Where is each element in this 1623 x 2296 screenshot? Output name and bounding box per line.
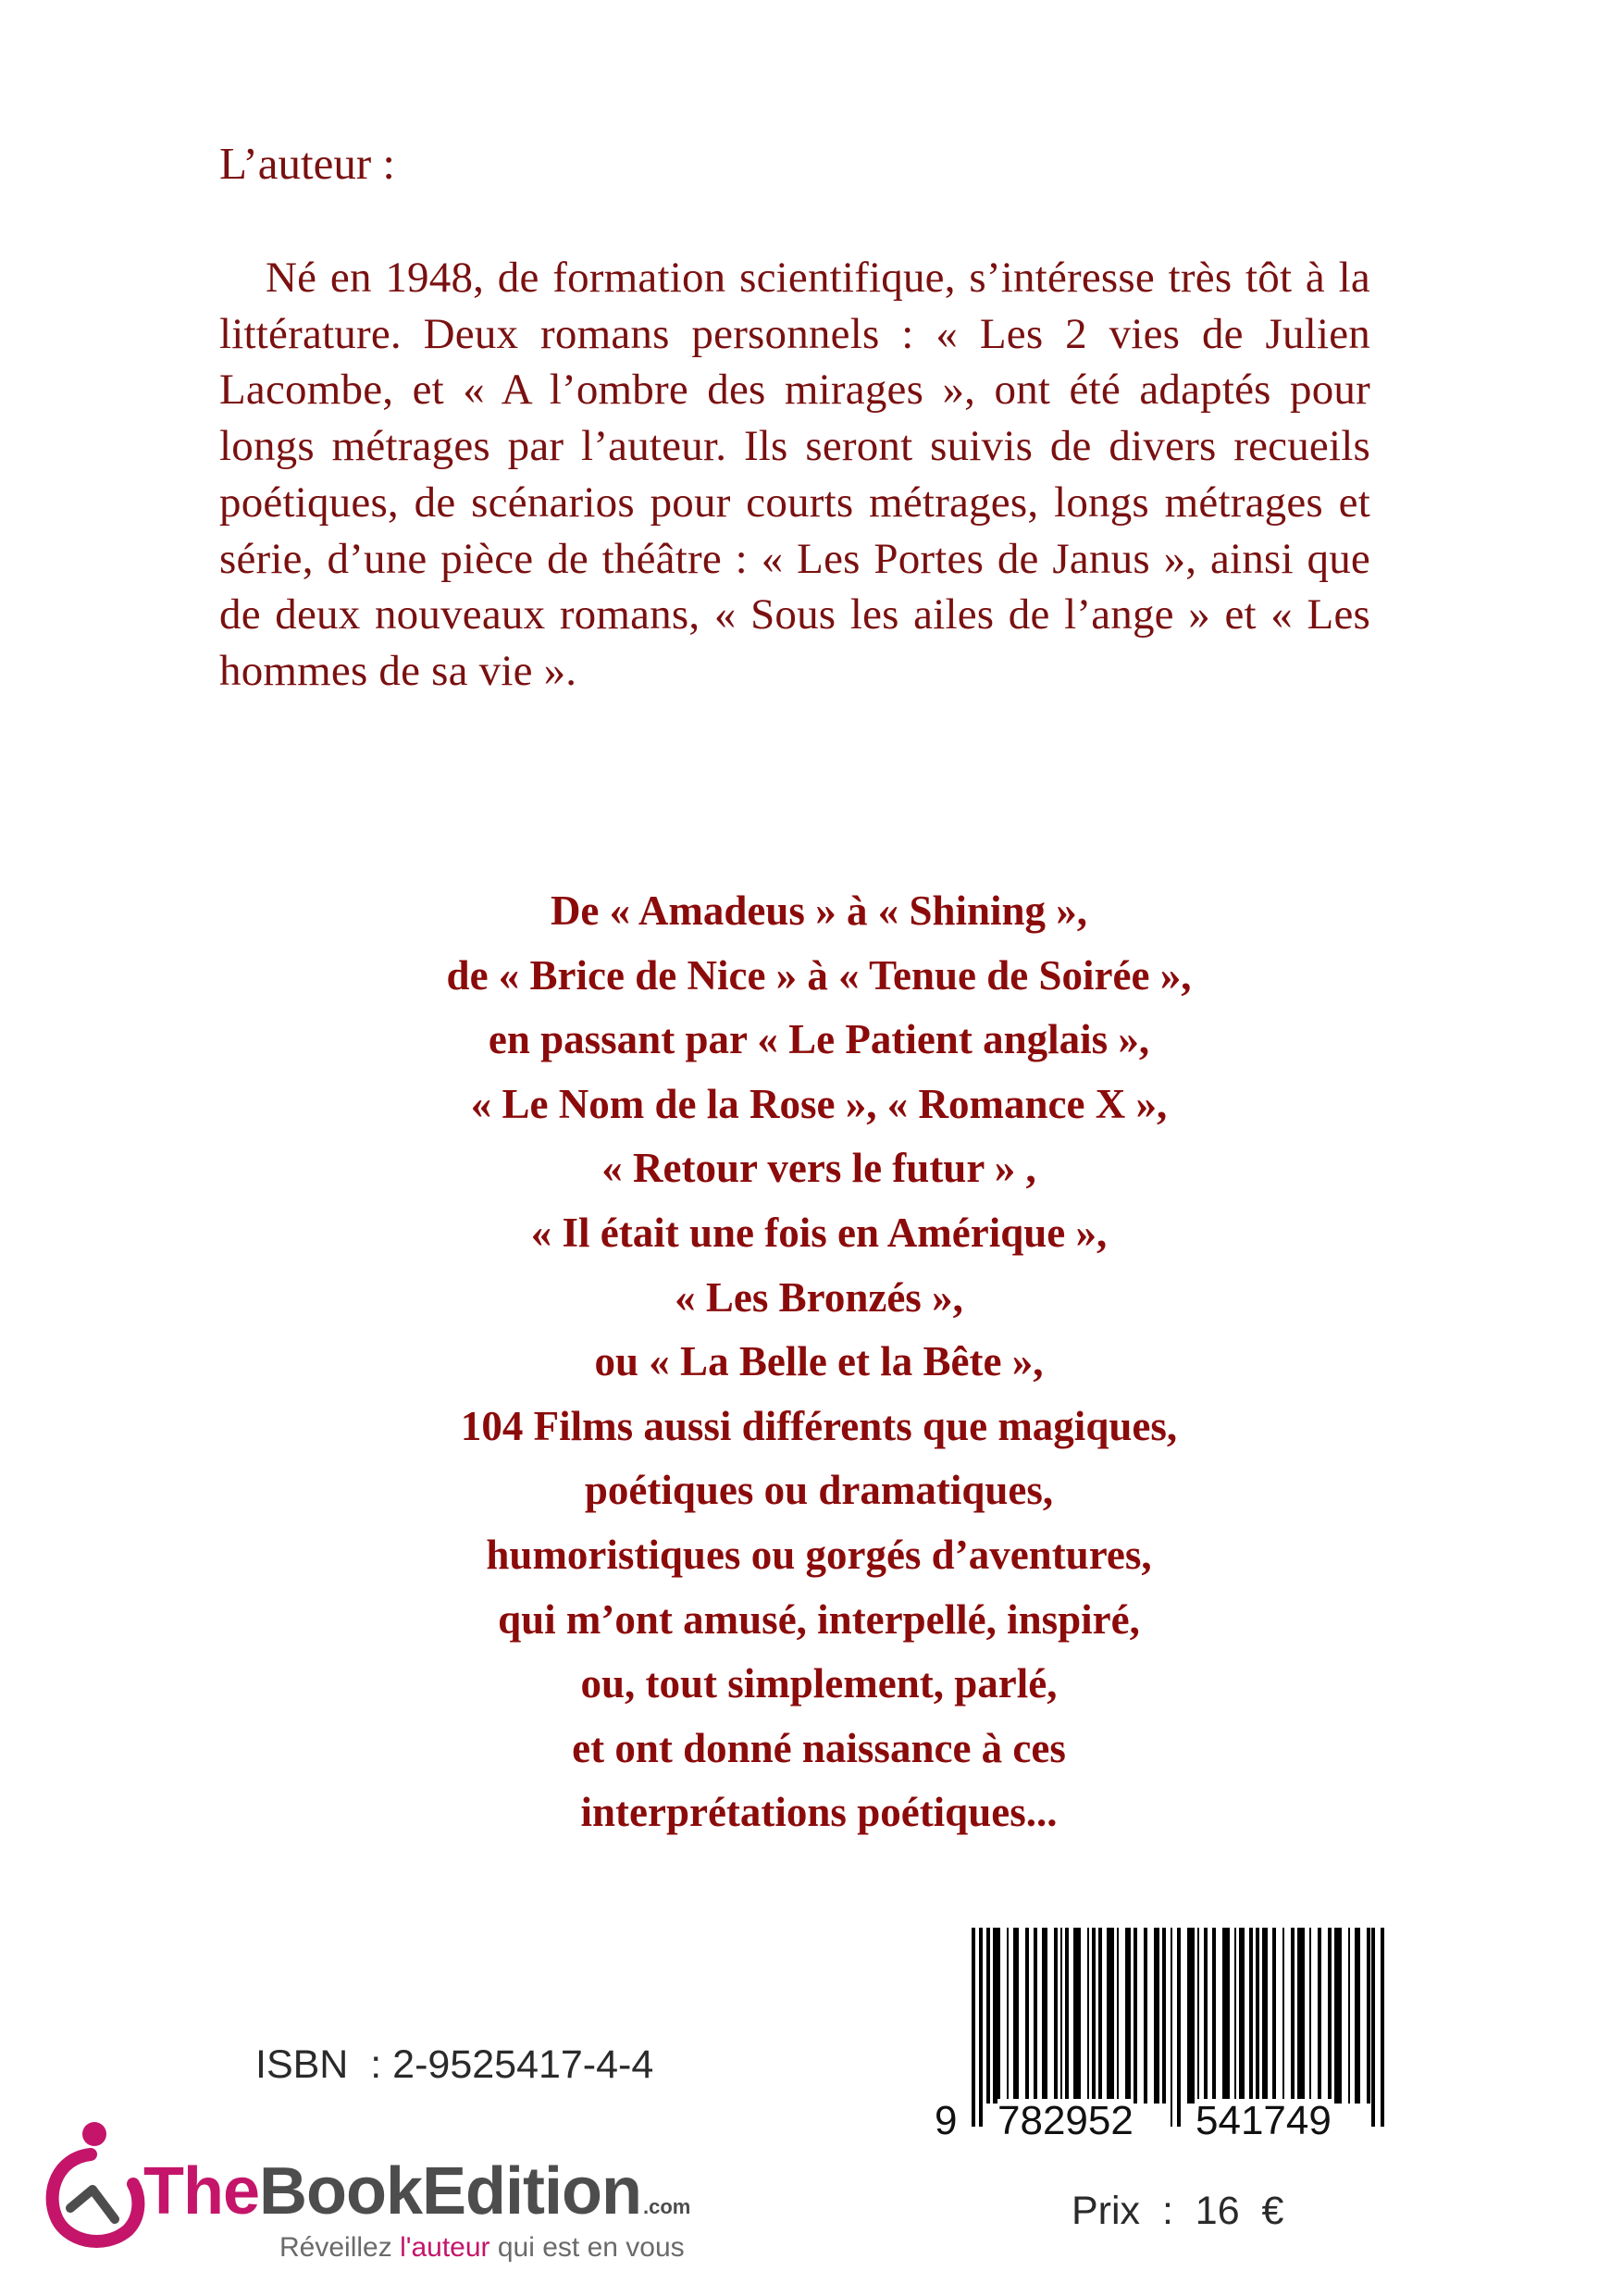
tagline-after: qui est en vous xyxy=(489,2232,685,2263)
publisher-wordmark xyxy=(143,2154,691,2228)
films-line: ou, tout simplement, parlé, xyxy=(580,1660,1058,1707)
barcode-digits xyxy=(935,2099,1388,2143)
films-line: ou « La Belle et la Bête », xyxy=(594,1338,1044,1385)
publisher-name-the: The xyxy=(143,2154,260,2228)
barcode-left-group: 782952 xyxy=(997,2098,1134,2143)
films-line: humoristiques ou gorgés d’aventures, xyxy=(486,1531,1152,1578)
films-line: interprétations poétiques... xyxy=(580,1789,1058,1836)
isbn-label: ISBN xyxy=(255,2042,349,2087)
barcode-right-group: 541749 xyxy=(1196,2098,1332,2143)
author-heading: L’auteur : xyxy=(219,138,396,189)
films-line: poétiques ou dramatiques, xyxy=(584,1467,1054,1514)
films-line: qui m’ont amusé, interpellé, inspiré, xyxy=(498,1595,1140,1643)
price xyxy=(1072,2191,1283,2231)
films-line: et ont donné naissance à ces xyxy=(572,1724,1066,1771)
films-line: « Les Bronzés », xyxy=(675,1273,963,1321)
films-line: de « Brice de Nice » à « Tenue de Soirée », xyxy=(446,951,1192,999)
publisher-person-icon xyxy=(37,2119,148,2258)
isbn xyxy=(255,2042,654,2087)
isbn-value: : 2-9525417-4-4 xyxy=(370,2042,654,2087)
barcode-lead-digit: 9 xyxy=(935,2098,958,2143)
publisher-tagline xyxy=(279,2234,685,2262)
publisher-name-bookedition: BookEdition xyxy=(259,2154,641,2228)
author-bio: Né en 1948, de formation scientifique, s’intéresse très tôt à la littérature. Deux romans personnels : « Les 2 vies de Julien Lacombe, et « A l’ombre des mirages », ont été adaptés pour longs métrages par l’auteur. Ils seront suivis de divers recueils poétiques, de scénarios pour courts métrages, longs métrages et série, d’une pièce de théâtre : « Les Portes de Janus », ainsi que de deux nouveaux romans, « Sous les ailes de l’ange » et « Les hommes de sa vie ». xyxy=(219,254,1370,695)
tagline-accent: l'auteur xyxy=(400,2232,490,2263)
films-line: De « Amadeus » à « Shining », xyxy=(550,887,1088,934)
publisher-domain: .com xyxy=(642,2195,691,2218)
price-value: : 16 € xyxy=(1161,2189,1284,2233)
barcode xyxy=(935,1928,1388,2141)
films-line: « Retour vers le futur » , xyxy=(601,1145,1036,1192)
films-line: « Il était une fois en Amérique », xyxy=(530,1209,1108,1256)
price-label: Prix xyxy=(1072,2189,1141,2233)
films-line: « Le Nom de la Rose », « Romance X », xyxy=(470,1080,1168,1127)
films-line: en passant par « Le Patient anglais », xyxy=(488,1016,1150,1063)
films-list xyxy=(222,879,1416,1845)
films-line: 104 Films aussi différents que magiques, xyxy=(460,1402,1178,1449)
publisher-logo xyxy=(37,2119,796,2277)
tagline-before: Réveillez xyxy=(279,2232,401,2263)
